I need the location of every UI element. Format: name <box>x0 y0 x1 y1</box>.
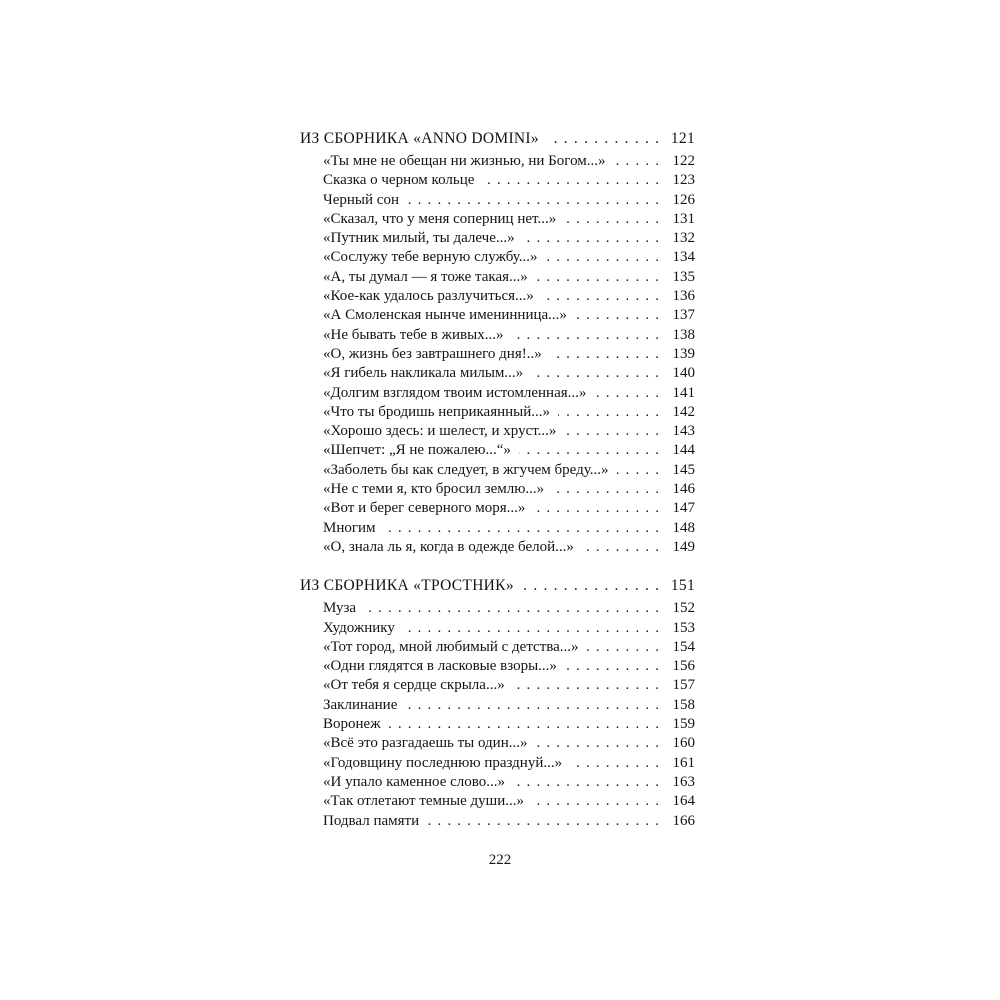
dot-leader <box>614 152 659 171</box>
toc-entry-page: 156 <box>672 658 695 675</box>
toc-entry <box>300 773 695 792</box>
section-heading-page: 121 <box>670 130 695 147</box>
dot-leader <box>587 638 659 657</box>
toc-entry-page: 164 <box>672 793 695 810</box>
toc-entry-page: 145 <box>672 461 695 478</box>
toc-entry-page: 123 <box>672 172 695 189</box>
toc-entry-title: «Я гибель накликала милым...» <box>323 365 524 382</box>
toc-entry-page: 142 <box>672 403 695 420</box>
toc-entry-title: «Шепчет: „Я не пожалею...“» <box>323 442 511 459</box>
toc-entry-title: «Тот город, мной любимый с детства...» <box>323 638 579 655</box>
dot-leader <box>594 384 659 403</box>
section-heading-page: 151 <box>670 577 695 595</box>
toc-entry <box>300 599 695 618</box>
dot-leader <box>532 792 659 811</box>
toc-entry-title: Многим <box>323 519 376 536</box>
dot-leader <box>403 619 659 638</box>
toc-entry-title: «И упало каменное слово...» <box>323 773 506 790</box>
toc-section-trostnik <box>300 575 695 831</box>
toc-entry <box>300 384 695 403</box>
toc-entry-title: «Всё это разгадаешь ты один...» <box>323 735 528 752</box>
toc-entry <box>300 171 695 190</box>
toc-entry <box>300 461 695 480</box>
toc-entry-title: Воронеж <box>323 716 381 733</box>
toc-entry <box>300 248 695 267</box>
toc-entry-page: 148 <box>672 519 695 536</box>
dot-leader <box>519 441 659 460</box>
dot-leader <box>546 248 659 267</box>
dot-leader <box>582 538 659 557</box>
toc-entry-title: «Сказал, что у меня соперниц нет...» <box>323 210 557 227</box>
toc-entry-page: 153 <box>672 619 695 636</box>
toc-entry-title: «Сослужу тебе верную службу...» <box>323 249 538 266</box>
toc-entry-page: 122 <box>672 153 695 169</box>
toc-entry <box>300 538 695 557</box>
dot-leader <box>575 306 659 325</box>
dot-leader <box>523 229 659 248</box>
dot-leader <box>552 480 659 499</box>
toc-entry <box>300 754 695 773</box>
toc-entry <box>300 345 695 364</box>
dot-leader <box>564 422 659 441</box>
toc-entry <box>300 229 695 248</box>
toc-entry <box>300 619 695 638</box>
toc-entry-title: «А Смоленская нынче именинница...» <box>323 307 567 324</box>
toc-section-anno-domini <box>300 128 695 557</box>
toc-entry-page: 134 <box>672 249 695 266</box>
toc-entry-title: «А, ты думал — я тоже такая...» <box>323 268 528 285</box>
toc-entry-page: 132 <box>672 230 695 247</box>
toc-entry-page: 139 <box>672 345 695 362</box>
dot-leader <box>384 519 659 538</box>
toc-entry-title: «Заболеть бы как следует, в жгучем бреду...» <box>323 461 609 478</box>
toc-entry <box>300 287 695 306</box>
toc-entry <box>300 696 695 715</box>
toc-entry <box>300 191 695 210</box>
section-heading <box>300 128 695 150</box>
toc-entry <box>300 792 695 811</box>
toc-entry-page: 147 <box>672 500 695 517</box>
toc-entry <box>300 638 695 657</box>
dot-leader <box>364 599 659 618</box>
section-heading-title: ИЗ СБОРНИКА «ТРОСТНИК» <box>300 577 514 595</box>
toc-entry-title: Черный сон <box>323 191 399 208</box>
dot-leader <box>389 715 659 734</box>
toc-entry-title: «Не с теми я, кто бросил землю...» <box>323 481 545 498</box>
dot-leader <box>513 676 659 695</box>
toc-entry-page: 149 <box>672 538 695 555</box>
toc-entry-title: «О, жизнь без завтрашнего дня!..» <box>323 345 542 362</box>
dot-leader <box>617 461 660 480</box>
toc-entry-title: «Вот и берег северного моря...» <box>323 500 526 517</box>
dot-leader <box>536 734 660 753</box>
toc-entry <box>300 499 695 518</box>
dot-leader <box>542 287 659 306</box>
toc-entry-title: Муза <box>323 600 357 617</box>
toc-entry <box>300 210 695 229</box>
dot-leader <box>570 754 659 773</box>
dot-leader <box>531 364 659 383</box>
dot-leader <box>564 210 659 229</box>
toc-entry-title: «От тебя я сердце скрыла...» <box>323 677 505 694</box>
toc-entry <box>300 152 695 171</box>
toc-entry-title: «Долгим взглядом твоим истомленная...» <box>323 384 587 401</box>
toc-entry <box>300 306 695 325</box>
toc-entry-title: «Так отлетают темные души...» <box>323 793 524 810</box>
toc-entry-page: 161 <box>672 754 695 771</box>
toc-entry-title: Художнику <box>323 619 395 636</box>
toc-entry-page: 131 <box>672 210 695 227</box>
dot-leader <box>533 499 659 518</box>
toc-entry-title: «Кое-как удалось разлучиться...» <box>323 288 534 305</box>
dot-leader <box>513 773 659 792</box>
table-of-contents <box>300 128 695 831</box>
dot-leader <box>547 128 659 150</box>
toc-entry-page: 146 <box>672 481 695 498</box>
toc-entry-page: 136 <box>672 288 695 305</box>
toc-entry <box>300 734 695 753</box>
toc-entry-page: 135 <box>672 268 695 285</box>
toc-entry-page: 141 <box>672 384 695 401</box>
dot-leader <box>536 268 659 287</box>
toc-entry-page: 154 <box>672 638 695 655</box>
toc-entry-page: 158 <box>672 696 695 713</box>
toc-entry <box>300 715 695 734</box>
toc-entry <box>300 480 695 499</box>
toc-entry-title: «Одни глядятся в ласковые взоры...» <box>323 658 557 675</box>
dot-leader <box>407 191 659 210</box>
dot-leader <box>565 657 659 676</box>
toc-entry-title: «Что ты бродишь неприкаянный...» <box>323 403 551 420</box>
toc-entry-page: 144 <box>672 442 695 459</box>
section-heading-title: ИЗ СБОРНИКА «ANNO DOMINI» <box>300 130 539 147</box>
dot-leader <box>558 403 659 422</box>
toc-entry-title: «О, знала ль я, когда в одежде белой...» <box>323 538 574 555</box>
toc-entry-list <box>300 152 695 557</box>
toc-entry <box>300 676 695 695</box>
toc-entry-page: 152 <box>672 600 695 617</box>
dot-leader <box>427 812 659 831</box>
toc-entry <box>300 326 695 345</box>
toc-entry <box>300 268 695 287</box>
toc-entry-title: «Годовщину последнюю празднуй...» <box>323 754 563 771</box>
section-heading <box>300 575 695 597</box>
dot-leader <box>482 171 659 190</box>
page-number: 222 <box>488 852 512 868</box>
dot-leader <box>522 575 659 597</box>
toc-entry-page: 160 <box>672 735 695 752</box>
toc-entry-page: 137 <box>672 307 695 324</box>
toc-entry-page: 163 <box>672 773 695 790</box>
dot-leader <box>550 345 659 364</box>
toc-entry <box>300 519 695 538</box>
toc-entry-title: «Ты мне не обещан ни жизнью, ни Богом...» <box>323 153 606 169</box>
toc-entry <box>300 364 695 383</box>
toc-entry <box>300 441 695 460</box>
toc-entry-title: Заклинание <box>323 696 398 713</box>
toc-entry-page: 143 <box>672 423 695 440</box>
toc-entry <box>300 422 695 441</box>
toc-entry-title: Сказка о черном кольце <box>323 172 475 189</box>
dot-leader <box>405 696 659 715</box>
toc-entry-title: Подвал памяти <box>323 812 420 829</box>
toc-entry-page: 138 <box>672 326 695 343</box>
toc-entry-title: «Путник милый, ты далече...» <box>323 230 515 247</box>
toc-entry <box>300 812 695 831</box>
toc-entry-page: 159 <box>672 716 695 733</box>
toc-entry-page: 166 <box>672 812 695 829</box>
dot-leader <box>511 326 659 345</box>
toc-entry-list <box>300 599 695 831</box>
toc-entry <box>300 403 695 422</box>
toc-entry <box>300 657 695 676</box>
toc-entry-title: «Хорошо здесь: и шелест, и хруст...» <box>323 423 557 440</box>
toc-entry-page: 126 <box>672 191 695 208</box>
toc-entry-page: 157 <box>672 677 695 694</box>
toc-entry-page: 140 <box>672 365 695 382</box>
toc-entry-title: «Не бывать тебе в живых...» <box>323 326 504 343</box>
